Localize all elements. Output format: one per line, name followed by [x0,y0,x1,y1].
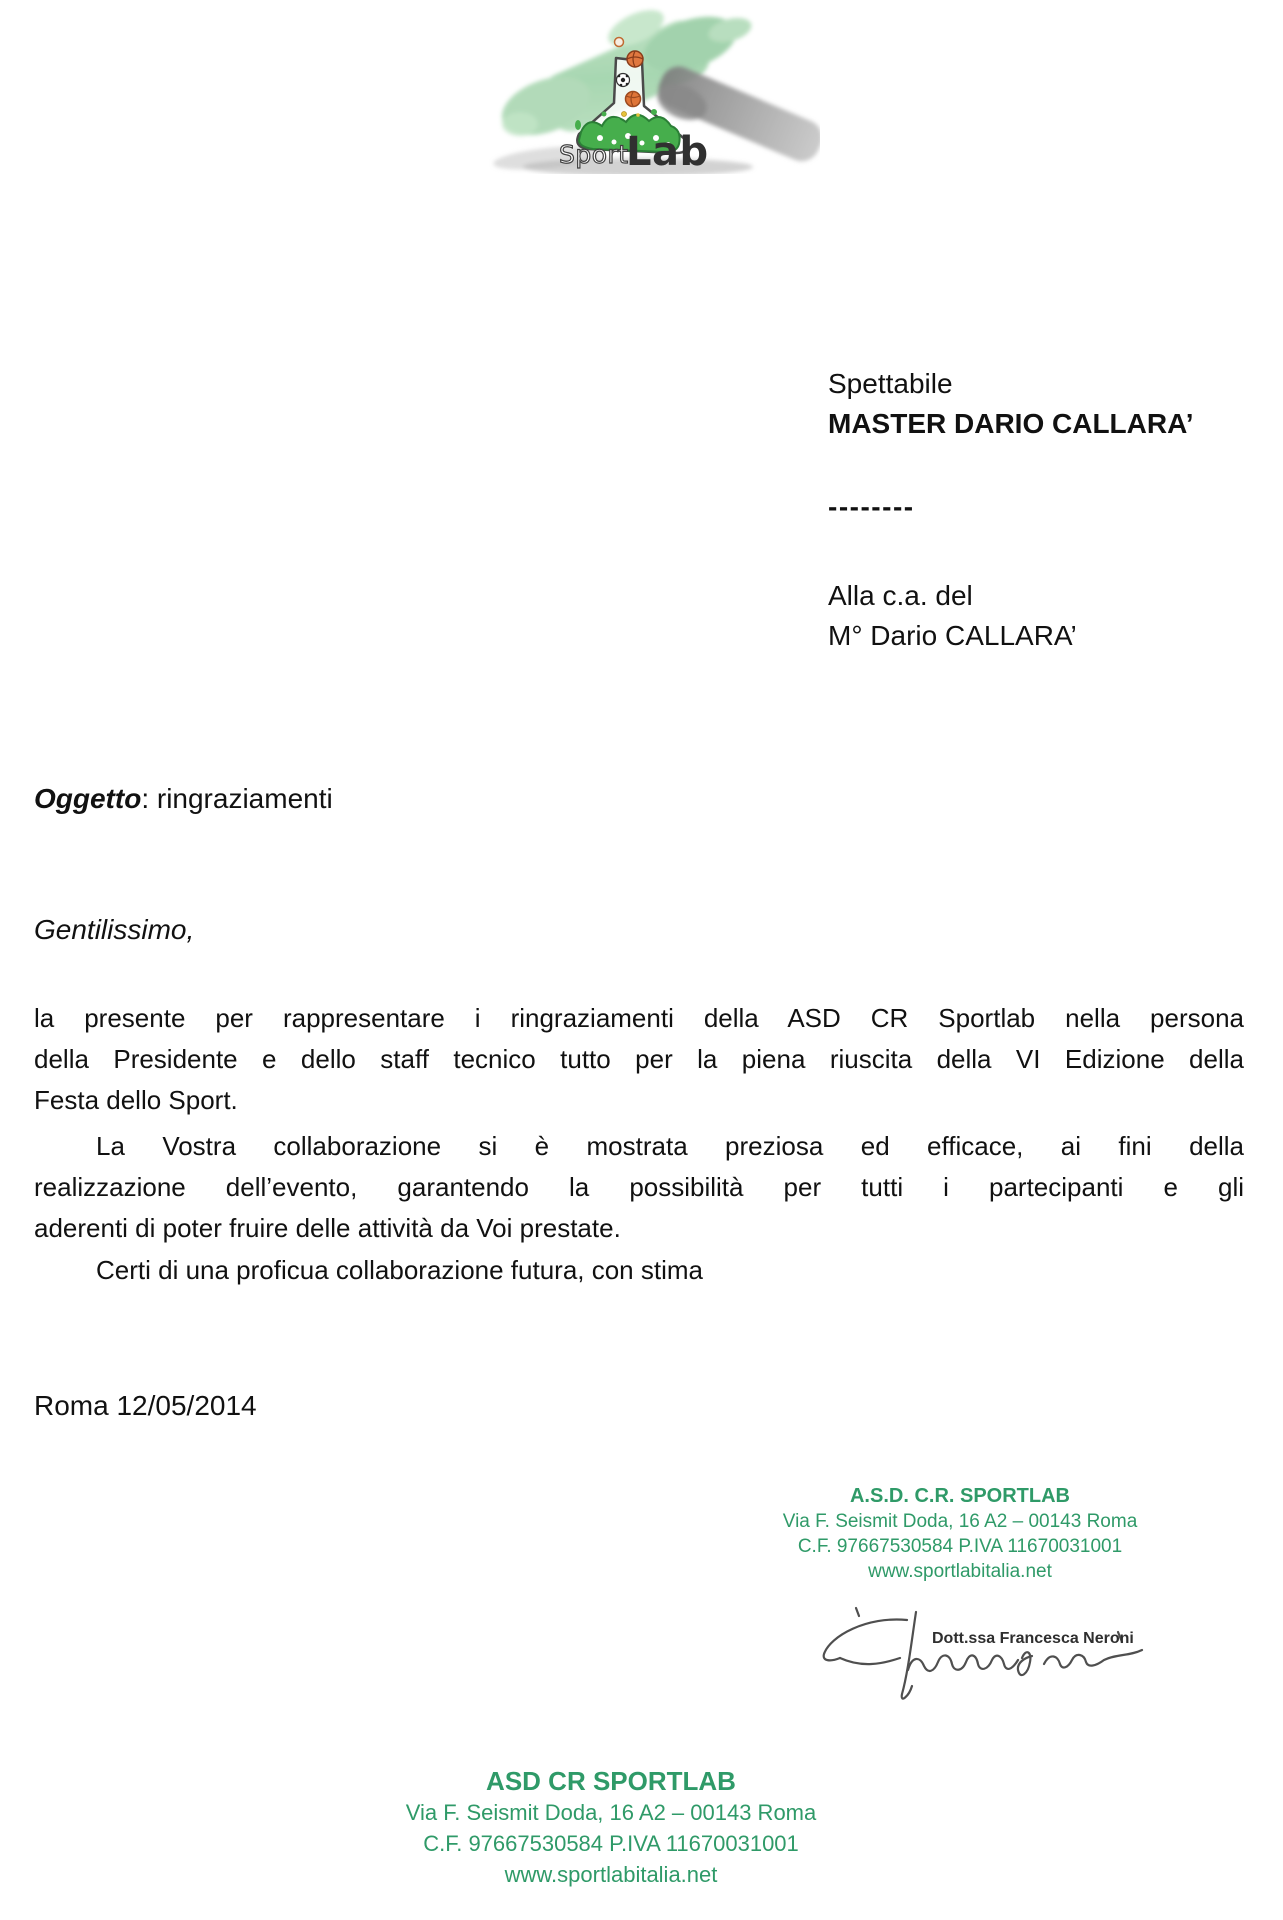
footer-block [395,1766,827,1890]
basketball-icon [627,51,643,67]
signature-org: A.S.D. C.R. SPORTLAB [849,1485,1070,1507]
recipient-salutation: Spettabile [828,368,953,399]
attention-name: M° Dario CALLARA’ [828,620,1077,651]
paragraph-line: della Presidente e dello staff tecnico tutto per la piena riuscita della VI Edizione della [34,1044,1244,1074]
sportlab-logo [428,2,820,174]
signature-fiscal: C.F. 97667530584 P.IVA 11670031001 [797,1536,1123,1557]
paragraph-line: realizzazione dell’evento, garantendo la possibilità per tutti i partecipanti e gli [34,1172,1244,1202]
footer-address: Via F. Seismit Doda, 16 A2 – 00143 Roma [405,1800,817,1825]
signature-area [812,1598,1182,1723]
paragraph-line: la presente per rappresentare i ringraziamenti della ASD CR Sportlab nella persona [34,1003,1244,1033]
dateline: Roma 12/05/2014 [34,1390,257,1421]
signer-name: Dott.ssa Francesca Neroni [932,1630,1134,1647]
paragraph-line: La Vostra collaborazione si è mostrata preziosa ed efficace, ai fini della [96,1131,1244,1161]
paragraph-line: Festa dello Sport. [34,1085,238,1115]
sportlab-logo-graphic [428,2,820,174]
paragraph-line: aderenti di poter fruire delle attività da Voi prestate. [34,1213,621,1243]
subject-line [34,783,333,815]
subject-value: : ringraziamenti [141,783,333,814]
recipient-dashes: -------- [828,491,915,522]
body-paragraph-3 [34,1250,1244,1291]
escaping-ball-icon [615,38,624,47]
subject-label: Oggetto [34,783,142,814]
attention-line: Alla c.a. del [828,580,973,611]
logo-lab-text: Lab [626,129,709,174]
signature-block [740,1484,1180,1584]
footer-website: www.sportlabitalia.net [504,1862,718,1887]
footer-fiscal: C.F. 97667530584 P.IVA 11670031001 [423,1831,799,1856]
footer-org: ASD CR SPORTLAB [486,1766,736,1796]
greeting-line: Gentilissimo, [34,914,195,945]
basketball-icon [626,92,641,107]
logo-sport-text: Sport [559,140,629,169]
signature-website: www.sportlabitalia.net [868,1561,1052,1582]
body-paragraph-1 [34,998,1244,1121]
signature-scrawl-icon [812,1598,1182,1723]
body-paragraph-2 [34,1126,1244,1249]
signature-address: Via F. Seismit Doda, 16 A2 – 00143 Roma [782,1511,1138,1532]
soccer-ball-icon [617,74,630,87]
paragraph-line: Certi di una proficua collaborazione futura, con stima [96,1255,703,1285]
recipient-name: MASTER DARIO CALLARA’ [828,408,1194,439]
